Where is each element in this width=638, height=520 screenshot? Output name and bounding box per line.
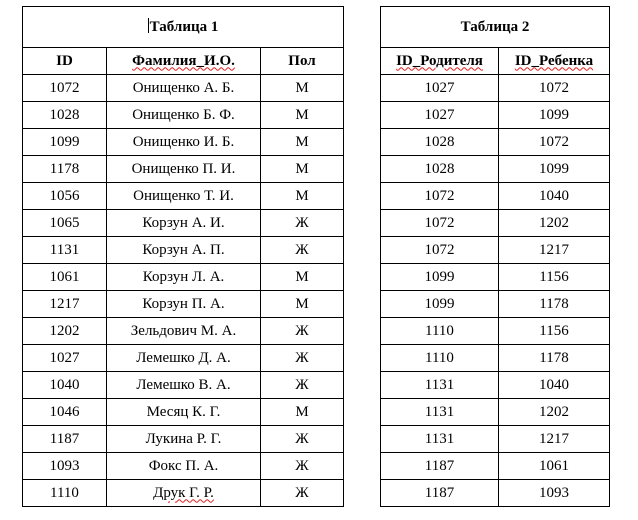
table2-cell-child-id[interactable]: 1217	[499, 237, 610, 264]
table1-cell-name[interactable]	[107, 453, 261, 480]
table-row	[23, 156, 344, 183]
table1-cell-id[interactable]: 1110	[23, 480, 107, 507]
table1-cell-name-text: Онищенко Б. Ф.	[132, 106, 235, 123]
table1-title-row	[23, 7, 344, 48]
table2-cell-parent-id[interactable]: 1131	[381, 399, 499, 426]
table-row	[381, 399, 610, 426]
table-row	[381, 372, 610, 399]
table1-cell-sex[interactable]: Ж	[261, 210, 344, 237]
table1-cell-name[interactable]	[107, 75, 261, 102]
table1-cell-id[interactable]: 1217	[23, 291, 107, 318]
table1-cell-name-text: Лукина Р. Г.	[145, 430, 222, 447]
table2-header-parent	[381, 48, 499, 75]
table1-cell-id[interactable]: 1131	[23, 237, 107, 264]
table2-cell-child-id[interactable]: 1099	[499, 102, 610, 129]
table2-cell-parent-id[interactable]: 1131	[381, 372, 499, 399]
table1-cell-id[interactable]: 1099	[23, 129, 107, 156]
table-row	[381, 480, 610, 507]
table-row	[381, 453, 610, 480]
table2-cell-child-id[interactable]: 1217	[499, 426, 610, 453]
table2-cell-parent-id[interactable]: 1110	[381, 345, 499, 372]
table-row	[381, 75, 610, 102]
table2-cell-parent-id[interactable]: 1027	[381, 75, 499, 102]
table2-cell-parent-id[interactable]: 1099	[381, 264, 499, 291]
table2-header-child-text: ID_Ребенка	[514, 52, 594, 69]
table1-cell-name-text: Онищенко П. И.	[131, 160, 236, 177]
table-row	[23, 75, 344, 102]
table-row	[23, 210, 344, 237]
table1-cell-id[interactable]: 1056	[23, 183, 107, 210]
table1-cell-id[interactable]: 1065	[23, 210, 107, 237]
table1-cell-id[interactable]: 1202	[23, 318, 107, 345]
table2-cell-parent-id[interactable]: 1072	[381, 183, 499, 210]
table-row	[381, 291, 610, 318]
table2-header-child	[499, 48, 610, 75]
table1-cell-id[interactable]: 1046	[23, 399, 107, 426]
table1-cell-sex[interactable]: Ж	[261, 426, 344, 453]
table1-cell-name[interactable]	[107, 318, 261, 345]
relations-table	[380, 6, 610, 507]
table1-cell-sex[interactable]: М	[261, 75, 344, 102]
table1-header-id: ID	[23, 48, 107, 75]
table-row	[23, 480, 344, 507]
table1-title-cell[interactable]	[23, 7, 344, 48]
table1-cell-id[interactable]: 1027	[23, 345, 107, 372]
table1-cell-name[interactable]	[107, 129, 261, 156]
table-row	[381, 426, 610, 453]
table2-cell-child-id[interactable]: 1178	[499, 291, 610, 318]
table-row	[23, 399, 344, 426]
table1-cell-id[interactable]: 1093	[23, 453, 107, 480]
table1-cell-name[interactable]	[107, 210, 261, 237]
table2-title: Таблица 2	[460, 18, 530, 35]
table-row	[23, 102, 344, 129]
table1-header-name	[107, 48, 261, 75]
table2-cell-child-id[interactable]: 1061	[499, 453, 610, 480]
table-row	[381, 318, 610, 345]
table1-cell-name[interactable]	[107, 102, 261, 129]
table2-body	[381, 75, 610, 507]
table-row	[381, 156, 610, 183]
table2-cell-parent-id[interactable]: 1072	[381, 237, 499, 264]
text-cursor	[148, 18, 149, 33]
table2-header-row	[381, 48, 610, 75]
table1-cell-sex[interactable]: М	[261, 264, 344, 291]
table1-cell-sex[interactable]: М	[261, 156, 344, 183]
table-row	[23, 129, 344, 156]
table1-cell-sex[interactable]: М	[261, 129, 344, 156]
table1-cell-sex[interactable]: Ж	[261, 480, 344, 507]
table1-cell-sex[interactable]: М	[261, 183, 344, 210]
table1-cell-name-text: Онищенко Т. И.	[133, 187, 234, 204]
table-row	[23, 318, 344, 345]
table1-cell-id[interactable]: 1187	[23, 426, 107, 453]
table1-cell-name[interactable]	[107, 264, 261, 291]
table2-title-cell[interactable]	[381, 7, 610, 48]
table1-cell-name[interactable]	[107, 291, 261, 318]
table-row	[23, 453, 344, 480]
table2-cell-parent-id[interactable]: 1187	[381, 480, 499, 507]
table1-cell-name[interactable]	[107, 156, 261, 183]
table1-cell-name-text: Корзун А. И.	[142, 214, 225, 231]
table-row	[23, 264, 344, 291]
table2-cell-parent-id[interactable]: 1099	[381, 291, 499, 318]
table1-cell-name-text: Фокс П. А.	[148, 457, 219, 474]
table2-cell-child-id[interactable]: 1093	[499, 480, 610, 507]
table1-cell-name[interactable]	[107, 480, 261, 507]
table1-header-sex: Пол	[261, 48, 344, 75]
table-row	[381, 102, 610, 129]
table2-cell-child-id[interactable]: 1202	[499, 399, 610, 426]
table1-cell-sex[interactable]: Ж	[261, 453, 344, 480]
table1-cell-name-text: Онищенко И. Б.	[132, 133, 235, 150]
table1-cell-sex[interactable]: М	[261, 291, 344, 318]
table1-cell-name-text: Друк Г. Р.	[153, 484, 214, 501]
table1-cell-name[interactable]	[107, 183, 261, 210]
table2-cell-child-id[interactable]: 1156	[499, 318, 610, 345]
table-row	[23, 426, 344, 453]
table1-cell-name-text: Зельдович М. А.	[130, 322, 237, 339]
table1-cell-id[interactable]: 1040	[23, 372, 107, 399]
table1-title: Таблица 1	[149, 19, 219, 35]
table2-cell-child-id[interactable]: 1178	[499, 345, 610, 372]
table1-cell-sex[interactable]: Ж	[261, 372, 344, 399]
table-row	[381, 264, 610, 291]
table1-cell-name-text: Корзун П. А.	[142, 295, 225, 312]
table-row	[23, 372, 344, 399]
table1-cell-name-text: Месяц К. Г.	[146, 403, 221, 420]
table2-cell-child-id[interactable]: 1099	[499, 156, 610, 183]
table1-cell-id[interactable]: 1061	[23, 264, 107, 291]
table-row	[23, 291, 344, 318]
table-row	[381, 183, 610, 210]
table1-cell-name-text: Лемешко Д. А.	[136, 349, 231, 366]
table1-cell-name[interactable]	[107, 399, 261, 426]
table1-cell-name[interactable]	[107, 426, 261, 453]
table2-cell-parent-id[interactable]: 1028	[381, 156, 499, 183]
table2-cell-child-id[interactable]: 1072	[499, 129, 610, 156]
table2-cell-parent-id[interactable]: 1131	[381, 426, 499, 453]
table1-cell-id[interactable]: 1178	[23, 156, 107, 183]
table1-cell-sex[interactable]: М	[261, 399, 344, 426]
table1-cell-name-text: Онищенко А. Б.	[132, 79, 235, 96]
people-table	[22, 6, 344, 507]
table2-cell-child-id[interactable]: 1156	[499, 264, 610, 291]
table1-cell-name[interactable]	[107, 372, 261, 399]
table1-cell-name[interactable]	[107, 237, 261, 264]
table2-cell-parent-id[interactable]: 1187	[381, 453, 499, 480]
table-row	[23, 345, 344, 372]
table-row	[381, 210, 610, 237]
table1-cell-sex[interactable]: Ж	[261, 237, 344, 264]
table2-cell-child-id[interactable]: 1040	[499, 372, 610, 399]
table2-cell-parent-id[interactable]: 1110	[381, 318, 499, 345]
table-row	[381, 237, 610, 264]
table1-cell-sex[interactable]: Ж	[261, 318, 344, 345]
table1-cell-name-text: Лемешко В. А.	[136, 376, 231, 393]
table2-cell-parent-id[interactable]: 1028	[381, 129, 499, 156]
table-row	[23, 183, 344, 210]
table2-header-parent-text: ID_Родителя	[396, 52, 483, 69]
table2-title-row	[381, 7, 610, 48]
table2-cell-parent-id[interactable]: 1072	[381, 210, 499, 237]
table-row	[381, 345, 610, 372]
table1-header-name-text: Фамилия_И.О.	[132, 52, 235, 69]
table-row	[381, 129, 610, 156]
table1-header-row	[23, 48, 344, 75]
table1-cell-name-text: Корзун А. П.	[142, 241, 225, 258]
table1-cell-id[interactable]: 1028	[23, 102, 107, 129]
table1-cell-sex[interactable]: Ж	[261, 345, 344, 372]
table1-cell-id[interactable]: 1072	[23, 75, 107, 102]
table2-cell-child-id[interactable]: 1072	[499, 75, 610, 102]
table1-body	[23, 75, 344, 507]
table2-cell-child-id[interactable]: 1040	[499, 183, 610, 210]
table1-cell-name-text: Корзун Л. А.	[142, 268, 225, 285]
table1-cell-name[interactable]	[107, 345, 261, 372]
table2-cell-parent-id[interactable]: 1027	[381, 102, 499, 129]
table-row	[23, 237, 344, 264]
table1-cell-sex[interactable]: М	[261, 102, 344, 129]
table2-cell-child-id[interactable]: 1202	[499, 210, 610, 237]
